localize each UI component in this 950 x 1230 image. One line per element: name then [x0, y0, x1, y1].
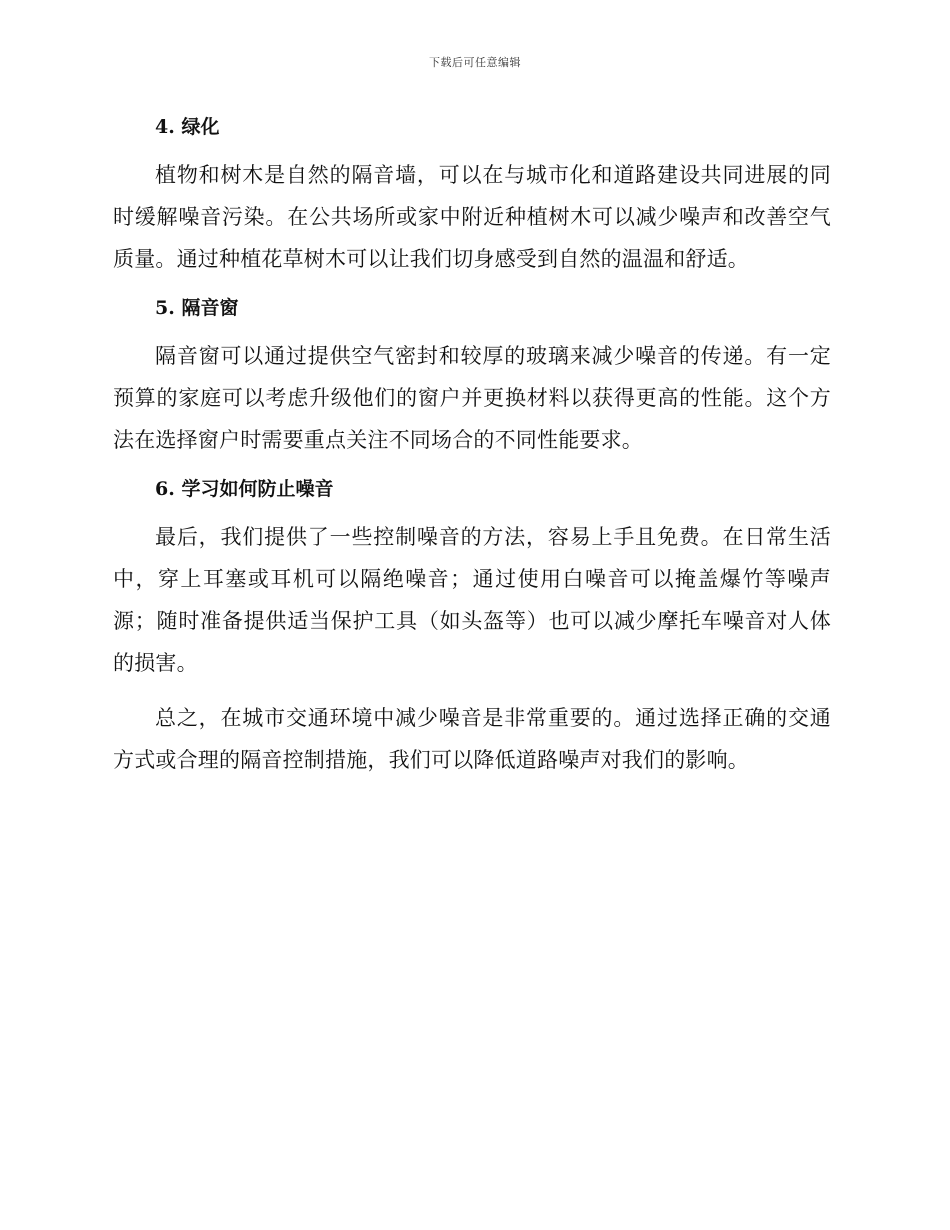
section-heading-soundproof-window: 5. 隔音窗 — [155, 297, 239, 319]
section-paragraph-noise-prevention: 最后，我们提供了一些控制噪音的方法，容易上手且免费。在日常生活中，穿上耳塞或耳机可以隔绝噪音；通过使用白噪音可以掩盖爆竹等噪声源；随时准备提供适当保护工具（如头盔等）也可以减少摩托车噪音对人体的损害。 — [113, 525, 831, 675]
page-header: 下载后可任意编辑 — [429, 56, 521, 69]
document-body — [113, 112, 831, 781]
section-heading-greening: 4. 绿化 — [155, 116, 220, 138]
section-paragraph-soundproof-window: 隔音窗可以通过提供空气密封和较厚的玻璃来减少噪音的传递。有一定预算的家庭可以考虑升级他们的窗户并更换材料以获得更高的性能。这个方法在选择窗户时需要重点关注不同场合的不同性能要求。 — [113, 344, 831, 452]
section-heading-noise-prevention: 6. 学习如何防止噪音 — [155, 478, 334, 500]
conclusion-paragraph: 总之，在城市交通环境中减少噪音是非常重要的。通过选择正确的交通方式或合理的隔音控制措施，我们可以降低道路噪声对我们的影响。 — [113, 706, 831, 772]
section-paragraph-greening: 植物和树木是自然的隔音墙，可以在与城市化和道路建设共同进展的同时缓解噪音污染。在公共场所或家中附近种植树木可以减少噪声和改善空气质量。通过种植花草树木可以让我们切身感受到自然的温温和舒适。 — [113, 163, 831, 271]
